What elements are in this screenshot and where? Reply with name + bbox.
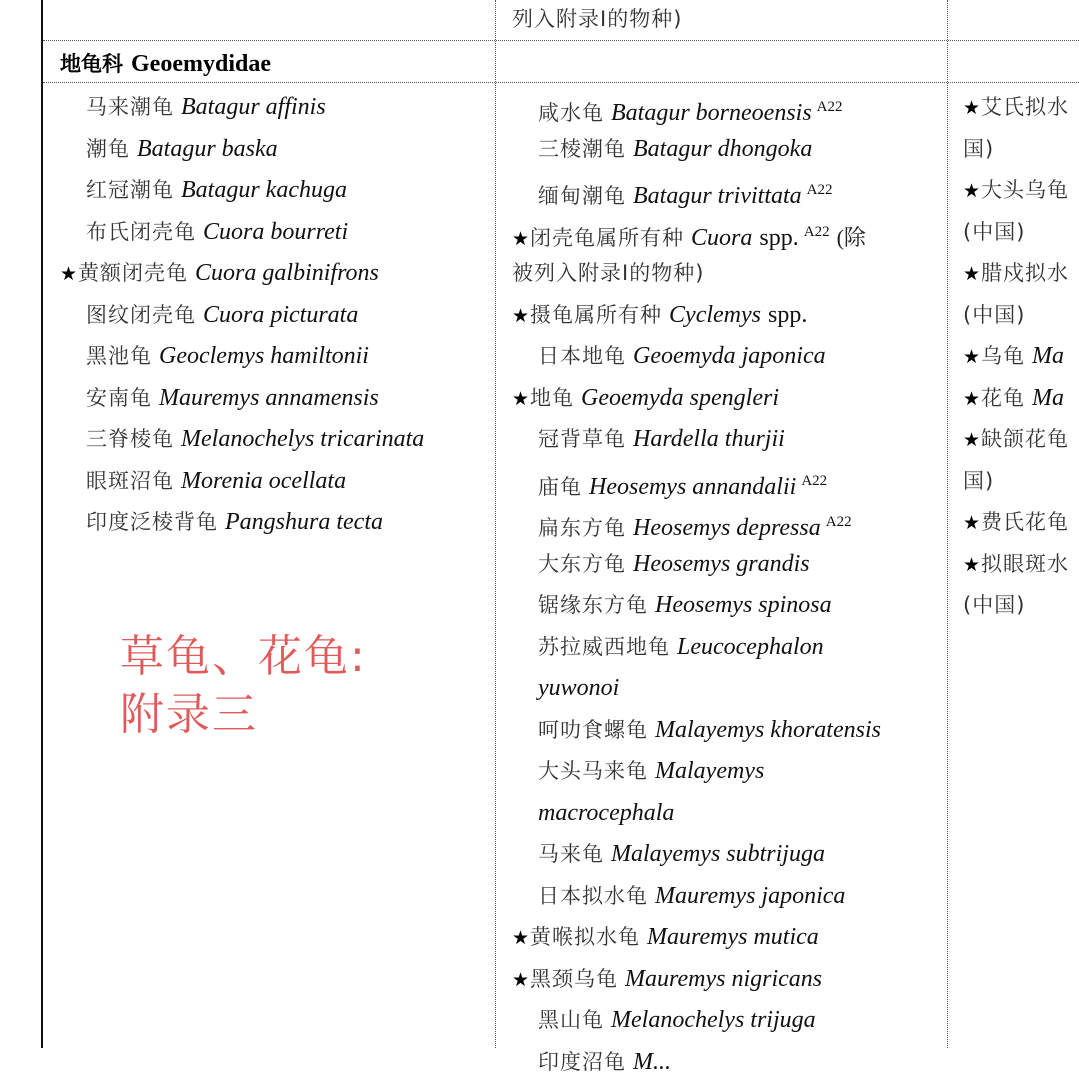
star-icon: ★ xyxy=(512,304,530,327)
species-entry xyxy=(538,135,812,164)
species-name-sci: Batagur kachuga xyxy=(181,177,347,203)
species-name-cn: 艾氏拟水 xyxy=(981,95,1070,119)
family-name-sci: Geoemydidae xyxy=(131,51,271,77)
species-name-sci: Batagur trivittata xyxy=(633,183,802,209)
species-name-sci: Cuora bourreti xyxy=(203,218,349,245)
species-name-sci: Leucocephalon xyxy=(677,633,824,660)
species-name-sci: M... xyxy=(633,1048,671,1075)
species-entry xyxy=(963,467,994,496)
species-name-cn: 大头马来龟 xyxy=(538,759,648,783)
species-name-cn: (中国) xyxy=(963,302,1026,327)
species-name-cn: 呵叻食螺龟 xyxy=(538,717,648,742)
species-entry xyxy=(86,384,379,413)
species-name-cn: 花龟 xyxy=(981,385,1026,410)
species-entry xyxy=(512,384,779,413)
species-name-cn: (中国) xyxy=(963,593,1026,617)
species-entry xyxy=(538,591,832,620)
species-name-cn: 潮龟 xyxy=(86,136,130,161)
star-icon: ★ xyxy=(963,180,981,202)
star-icon: ★ xyxy=(963,512,981,534)
species-name-sci: Malayemys subtrijuga xyxy=(611,841,825,867)
species-entry xyxy=(963,259,1069,288)
star-icon: ★ xyxy=(512,387,530,410)
species-entry xyxy=(86,508,383,537)
star-icon: ★ xyxy=(512,927,530,949)
species-entry xyxy=(963,425,1069,454)
species-name-cn: 地龟 xyxy=(530,385,575,410)
star-icon: ★ xyxy=(963,387,981,410)
top-row-col2-text: 列入附录I的物种) xyxy=(512,7,683,31)
species-name-cn: 国) xyxy=(963,136,995,161)
species-entry xyxy=(963,591,1025,620)
species-entry xyxy=(963,508,1069,537)
annotation-superscript: A22 xyxy=(803,223,830,240)
species-name-cn: 缺颌花龟 xyxy=(981,427,1070,451)
species-entry xyxy=(538,508,852,543)
species-name-cn: 安南龟 xyxy=(86,385,152,410)
species-entry xyxy=(86,342,369,371)
species-name-cn: 摄龟属所有种 xyxy=(530,302,663,327)
species-name-sci: Morenia ocellata xyxy=(181,467,347,494)
species-name-sci: Heosemys annandalii xyxy=(589,473,797,500)
species-entry xyxy=(512,259,704,288)
species-entry xyxy=(963,384,1064,413)
species-name-sci: Geoemyda japonica xyxy=(633,343,826,369)
note-text: (除 xyxy=(836,224,866,250)
genus-spp-label: spp. xyxy=(768,301,808,328)
species-entry xyxy=(538,757,764,786)
species-entry xyxy=(963,550,1069,579)
species-entry xyxy=(538,799,674,828)
species-name-sci: Mauremys annamensis xyxy=(159,384,379,411)
species-name-cn: 黄额闭壳龟 xyxy=(78,261,189,285)
species-name-cn: 苏拉威西地龟 xyxy=(538,634,670,659)
species-entry xyxy=(538,93,843,128)
species-entry xyxy=(963,342,1064,371)
family-name-cn: 地龟科 xyxy=(60,52,123,76)
species-name-cn: 马来潮龟 xyxy=(86,95,174,119)
species-name-sci: Malayemys xyxy=(655,758,765,784)
species-entry xyxy=(86,176,347,205)
species-name-cn: 大头乌龟 xyxy=(981,178,1070,202)
species-name-cn: (中国) xyxy=(963,219,1026,244)
species-name-cn: 乌龟 xyxy=(981,344,1026,368)
species-name-cn: 锯缘东方龟 xyxy=(538,593,648,617)
species-entry xyxy=(512,923,819,952)
species-name-cn: 黑池龟 xyxy=(86,344,152,368)
genus-spp-label: spp. xyxy=(759,224,799,251)
annotation-superscript: A22 xyxy=(806,182,833,198)
species-entry xyxy=(538,882,845,911)
species-name-cn: 国) xyxy=(963,468,995,493)
species-name-cn: 咸水龟 xyxy=(538,101,604,125)
species-name-sci: Melanochelys trijuga xyxy=(611,1007,816,1033)
species-name-sci: macrocephala xyxy=(538,799,675,826)
species-name-cn: 费氏花龟 xyxy=(981,510,1070,534)
species-entry xyxy=(538,1006,816,1035)
species-entry xyxy=(538,633,824,662)
species-entry xyxy=(538,467,827,502)
species-entry xyxy=(86,467,346,496)
species-entry xyxy=(512,218,866,253)
species-name-sci: Mauremys japonica xyxy=(655,882,846,909)
species-entry xyxy=(86,93,326,122)
species-name-sci: Heosemys spinosa xyxy=(655,592,832,618)
species-name-cn: 拟眼斑水 xyxy=(981,551,1070,576)
species-entry xyxy=(86,135,278,164)
column-divider-1 xyxy=(495,0,496,1048)
species-name-cn: 印度沼龟 xyxy=(538,1049,626,1074)
species-name-sci: Cuora xyxy=(691,224,753,251)
species-entry xyxy=(538,674,619,703)
annotation-line-2: 附录三 xyxy=(120,689,258,740)
family-heading xyxy=(60,48,271,78)
species-name-sci: Cuora galbinifrons xyxy=(195,260,379,286)
species-entry xyxy=(86,301,358,330)
species-entry xyxy=(963,301,1025,330)
species-name-sci: Melanochelys tricarinata xyxy=(181,426,425,452)
species-name-cn: 马来龟 xyxy=(538,842,604,866)
species-name-cn: 缅甸潮龟 xyxy=(538,184,626,208)
species-name-sci: Batagur dhongoka xyxy=(633,135,813,162)
species-name-sci: yuwonoi xyxy=(538,675,620,701)
species-name-sci: Geoemyda spengleri xyxy=(581,384,779,411)
species-name-cn: 三棱潮龟 xyxy=(538,136,626,161)
species-entry xyxy=(538,840,825,869)
species-entry xyxy=(86,425,424,454)
species-name-cn: 布氏闭壳龟 xyxy=(86,219,196,244)
row-divider-top xyxy=(43,40,1079,41)
species-name-cn: 庙龟 xyxy=(538,474,582,499)
species-entry xyxy=(512,965,822,994)
species-name-sci: Cyclemys xyxy=(669,301,762,328)
species-name-cn: 红冠潮龟 xyxy=(86,178,174,202)
species-name-sci: Batagur borneoensis xyxy=(611,100,812,126)
species-name-sci: Hardella thurjii xyxy=(633,426,785,452)
species-name-cn: 日本地龟 xyxy=(538,344,626,368)
star-icon: ★ xyxy=(512,227,530,250)
species-name-cn: 冠背草龟 xyxy=(538,427,626,451)
species-name-sci: Batagur baska xyxy=(137,135,278,162)
species-entry xyxy=(538,1048,671,1077)
handwritten-annotation xyxy=(120,628,367,744)
annotation-superscript: A22 xyxy=(825,514,852,530)
annotation-superscript: A22 xyxy=(801,472,828,489)
species-name-cn: 大东方龟 xyxy=(538,551,626,576)
species-name-cn: 图纹闭壳龟 xyxy=(86,302,196,327)
species-entry xyxy=(538,176,833,211)
species-name-cn: 日本拟水龟 xyxy=(538,883,648,908)
species-name-cn: 腊戍拟水 xyxy=(981,261,1070,285)
species-name-sci: Heosemys grandis xyxy=(633,550,810,577)
species-name-sci: Mauremys nigricans xyxy=(625,965,823,992)
species-entry xyxy=(86,218,348,247)
star-icon: ★ xyxy=(512,968,530,991)
star-icon: ★ xyxy=(963,97,981,119)
column-divider-2 xyxy=(947,0,948,1048)
species-name-sci: Ma xyxy=(1032,384,1065,411)
species-entry xyxy=(538,425,785,454)
species-name-cn: 闭壳龟属所有种 xyxy=(530,225,685,250)
table-left-border xyxy=(41,0,43,1048)
species-name-cn: 被列入附录I的物种) xyxy=(512,261,705,285)
species-entry xyxy=(963,135,994,164)
species-name-sci: Pangshura tecta xyxy=(225,509,383,535)
species-name-cn: 眼斑沼龟 xyxy=(86,468,174,493)
star-icon: ★ xyxy=(963,346,981,368)
species-entry xyxy=(538,342,826,371)
annotation-superscript: A22 xyxy=(816,99,843,115)
star-icon: ★ xyxy=(60,263,78,285)
species-entry xyxy=(60,259,379,288)
species-name-cn: 扁东方龟 xyxy=(538,516,626,540)
species-entry xyxy=(963,218,1025,247)
species-name-sci: Mauremys mutica xyxy=(647,924,819,950)
species-name-sci: Batagur affinis xyxy=(181,94,326,120)
species-entry xyxy=(538,716,881,745)
annotation-line-1: 草龟、花龟: xyxy=(120,631,367,682)
species-name-cn: 三脊棱龟 xyxy=(86,427,174,451)
species-name-cn: 黑山龟 xyxy=(538,1008,604,1032)
species-name-sci: Ma xyxy=(1032,343,1065,369)
species-entry xyxy=(512,301,807,330)
species-name-sci: Geoclemys hamiltonii xyxy=(159,343,369,369)
species-name-sci: Cuora picturata xyxy=(203,301,359,328)
species-name-sci: Heosemys depressa xyxy=(633,515,821,541)
star-icon: ★ xyxy=(963,263,981,285)
species-name-sci: Malayemys khoratensis xyxy=(655,716,881,743)
species-entry xyxy=(963,176,1069,205)
star-icon: ★ xyxy=(963,553,981,576)
row-divider-family xyxy=(43,82,1079,83)
star-icon: ★ xyxy=(963,429,981,451)
species-entry xyxy=(963,93,1069,122)
species-name-cn: 黑颈乌龟 xyxy=(530,966,619,991)
species-name-cn: 印度泛棱背龟 xyxy=(86,510,218,534)
species-name-cn: 黄喉拟水龟 xyxy=(530,925,641,949)
species-entry xyxy=(538,550,810,579)
